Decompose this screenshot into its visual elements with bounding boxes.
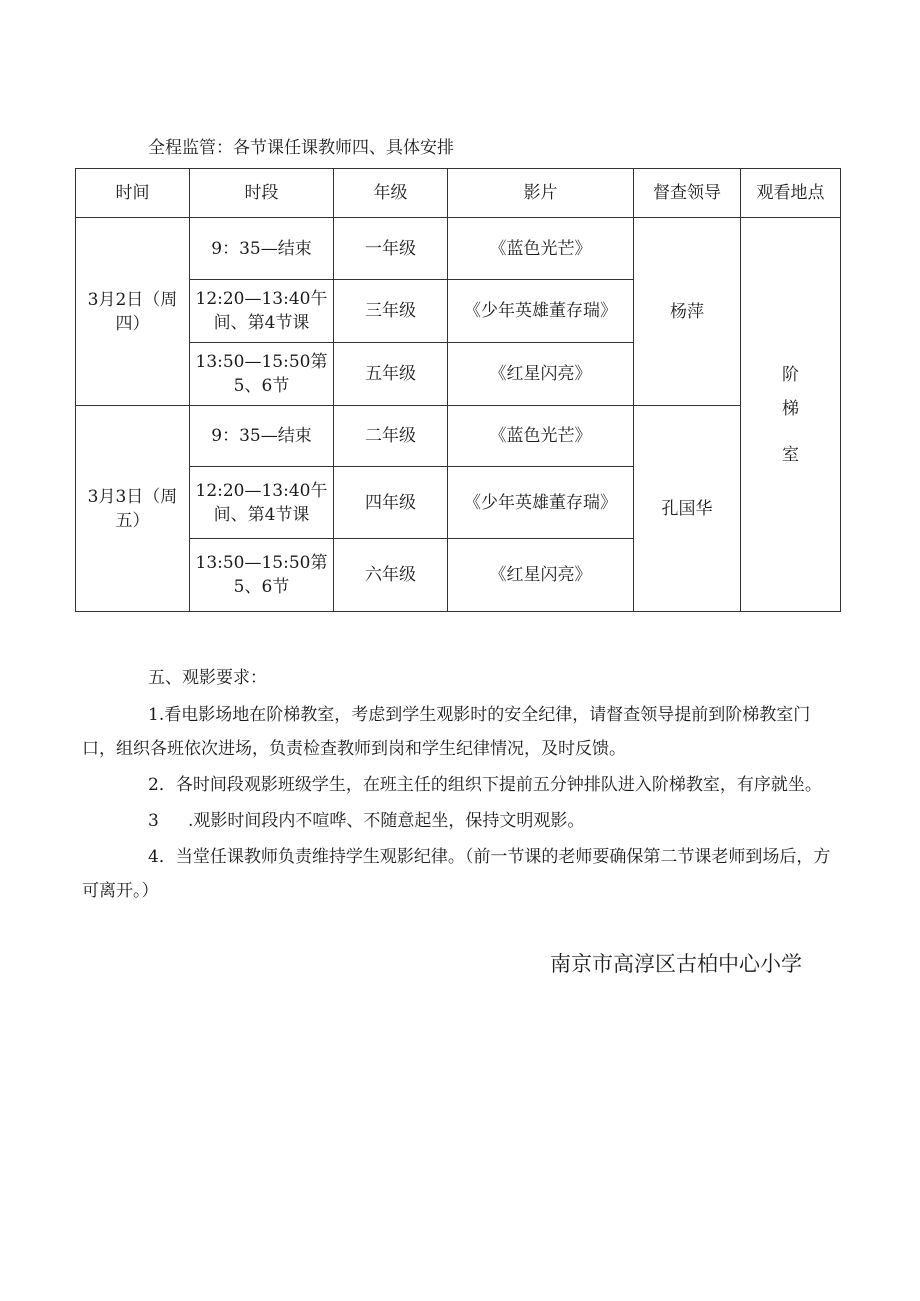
leader-cell: 杨萍 <box>634 218 741 406</box>
place-cell <box>741 218 841 612</box>
requirement-item-1: 1.看电影场地在阶梯教室，考虑到学生观影时的安全纪律，请督查领导提前到阶梯教室门口，组织各班依次进场，负责检查教师到岗和学生纪律情况，及时反馈。 <box>82 705 811 759</box>
place-char: 室 <box>782 444 799 465</box>
grade-cell: 一年级 <box>334 218 448 280</box>
place-char: 阶 <box>782 364 799 385</box>
leader-cell: 孔国华 <box>634 406 741 612</box>
header-time: 时间 <box>76 169 190 218</box>
intro-line: 全程监管：各节课任课教师四、具体安排 <box>148 138 454 158</box>
grade-cell: 二年级 <box>334 406 448 467</box>
period-cell: 12:20—13:40午间、第4节课 <box>190 280 334 343</box>
table-row <box>76 218 841 280</box>
film-cell: 《蓝色光芒》 <box>448 218 634 280</box>
grade-cell: 四年级 <box>334 467 448 539</box>
requirement-item-3 <box>148 804 908 838</box>
requirement-item-4: 4．当堂任课教师负责维持学生观影纪律。（前一节课的老师要确保第二节课老师到场后，方可离开。） <box>82 847 831 901</box>
date-cell: 3月2日（周四） <box>76 218 190 406</box>
grade-cell: 五年级 <box>334 343 448 406</box>
date-cell: 3月3日（周五） <box>76 406 190 612</box>
film-cell: 《红星闪亮》 <box>448 539 634 612</box>
place-char: 梯 <box>782 398 799 419</box>
schedule-table <box>75 168 841 612</box>
grade-cell: 三年级 <box>334 280 448 343</box>
film-cell: 《红星闪亮》 <box>448 343 634 406</box>
table-row <box>76 406 841 467</box>
requirements-title: 五、观影要求： <box>148 668 267 688</box>
period-cell: 9：35—结束 <box>190 406 334 467</box>
header-period: 时段 <box>190 169 334 218</box>
period-cell: 9：35—结束 <box>190 218 334 280</box>
header-leader: 督查领导 <box>634 169 741 218</box>
film-cell: 《蓝色光芒》 <box>448 406 634 467</box>
header-film: 影片 <box>448 169 634 218</box>
table-header-row <box>76 169 841 218</box>
film-cell: 《少年英雄董存瑞》 <box>448 467 634 539</box>
header-place: 观看地点 <box>741 169 841 218</box>
film-cell: 《少年英雄董存瑞》 <box>448 280 634 343</box>
period-cell: 13:50—15:50第5、6节 <box>190 539 334 612</box>
requirement-item-3-text: .观影时间段内不喧哗、不随意起坐，保持文明观影。 <box>188 811 585 831</box>
requirement-item-2: 2．各时间段观影班级学生，在班主任的组织下提前五分钟排队进入阶梯教室，有序就坐。 <box>148 775 822 795</box>
period-cell: 13:50—15:50第5、6节 <box>190 343 334 406</box>
period-cell: 12:20—13:40午间、第4节课 <box>190 467 334 539</box>
grade-cell: 六年级 <box>334 539 448 612</box>
school-name: 南京市高淳区古柏中心小学 <box>550 952 802 976</box>
header-grade: 年级 <box>334 169 448 218</box>
requirement-item-3-number: 3 <box>148 811 159 831</box>
